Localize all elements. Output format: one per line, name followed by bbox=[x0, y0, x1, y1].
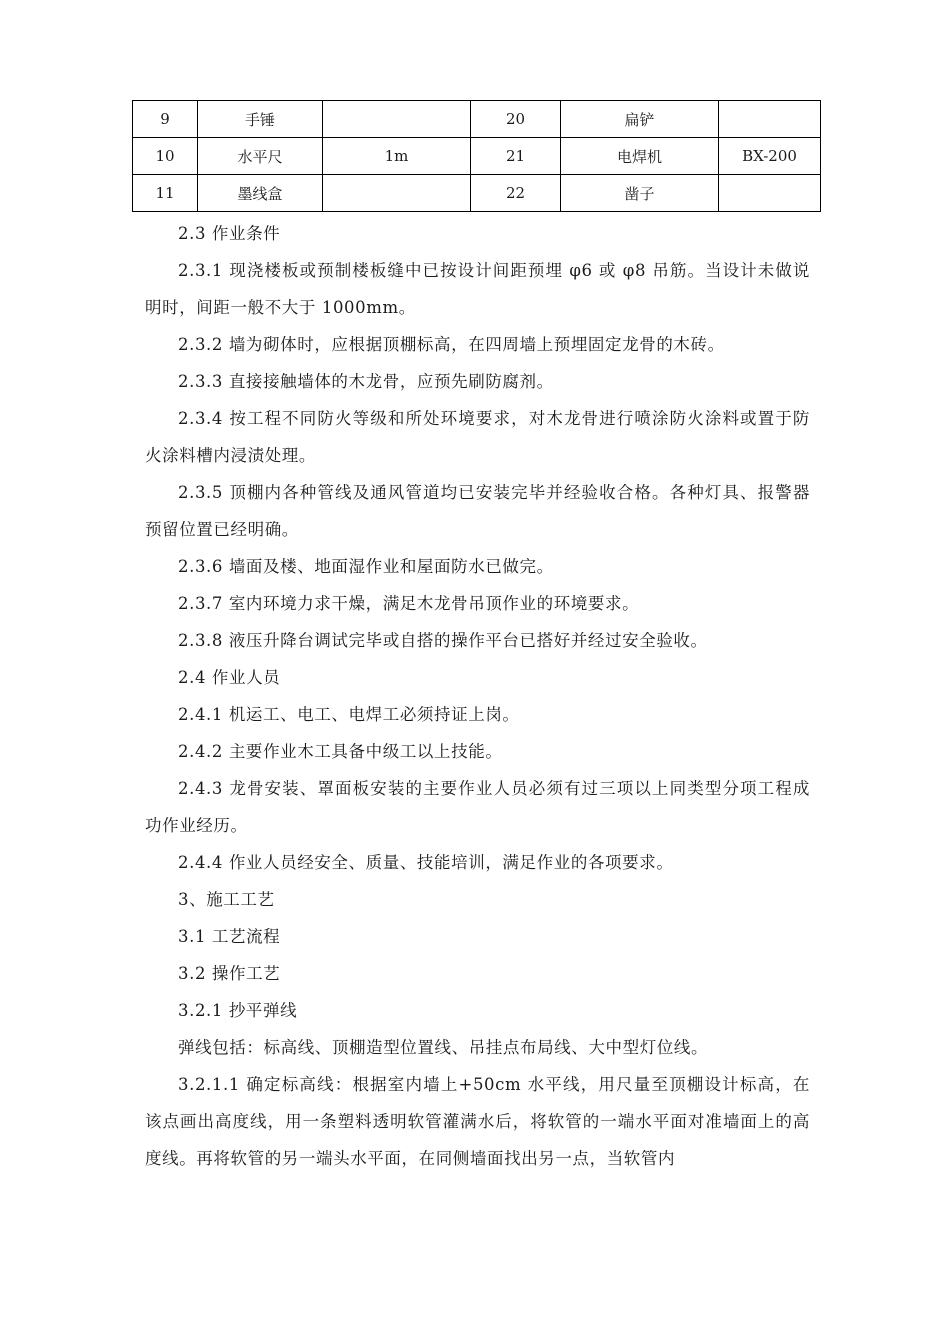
table-cell: 11 bbox=[133, 175, 198, 212]
paragraph: 2.4.3 龙骨安装、罩面板安装的主要作业人员必须有过三项以上同类型分项工程成功作业经历。 bbox=[145, 779, 810, 835]
section-heading: 3.1 工艺流程 bbox=[178, 927, 281, 946]
section-heading: 2.3 作业条件 bbox=[178, 224, 281, 243]
table-cell: 10 bbox=[133, 138, 198, 175]
paragraph: 2.4.1 机运工、电工、电焊工必须持证上岗。 bbox=[178, 705, 520, 724]
paragraph: 2.3.6 墙面及楼、地面湿作业和屋面防水已做完。 bbox=[178, 557, 554, 576]
table-cell: 22 bbox=[471, 175, 561, 212]
table-cell: 1m bbox=[323, 138, 471, 175]
table-cell: 电焊机 bbox=[561, 138, 719, 175]
section-heading: 3.2.1 抄平弹线 bbox=[178, 1001, 298, 1020]
paragraph: 2.3.4 按工程不同防火等级和所处环境要求，对木龙骨进行喷涂防火涂料或置于防火涂料槽内浸渍处理。 bbox=[145, 409, 810, 465]
table-cell: 凿子 bbox=[561, 175, 719, 212]
paragraph: 2.3.5 顶棚内各种管线及通风管道均已安装完毕并经验收合格。各种灯具、报警器预留位置已经明确。 bbox=[145, 483, 810, 539]
paragraph: 弹线包括：标高线、顶棚造型位置线、吊挂点布局线、大中型灯位线。 bbox=[178, 1038, 709, 1057]
table-row bbox=[133, 175, 821, 212]
paragraph: 2.3.1 现浇楼板或预制楼板缝中已按设计间距预埋 φ6 或 φ8 吊筋。当设计未做说明时，间距一般不大于 1000mm。 bbox=[145, 261, 810, 317]
table-cell: 水平尺 bbox=[198, 138, 323, 175]
paragraph: 2.3.2 墙为砌体时，应根据顶棚标高，在四周墙上预埋固定龙骨的木砖。 bbox=[178, 335, 725, 354]
table-cell bbox=[323, 175, 471, 212]
paragraph: 2.4.4 作业人员经安全、质量、技能培训，满足作业的各项要求。 bbox=[178, 853, 674, 872]
paragraph: 2.3.8 液压升降台调试完毕或自搭的操作平台已搭好并经过安全验收。 bbox=[178, 631, 708, 650]
section-heading: 3、施工工艺 bbox=[178, 890, 275, 909]
paragraph: 2.4.2 主要作业木工具备中级工以上技能。 bbox=[178, 742, 503, 761]
table-cell bbox=[719, 101, 821, 138]
table-cell: BX-200 bbox=[719, 138, 821, 175]
paragraph: 3.2.1.1 确定标高线：根据室内墙上+50cm 水平线，用尺量至顶棚设计标高，在该点画出高度线，用一条塑料透明软管灌满水后，将软管的一端水平面对准墙面上的高度线。再将软管的另一端头水平面，在同侧墙面找出另一点，当软管内 bbox=[145, 1075, 810, 1168]
table-cell: 9 bbox=[133, 101, 198, 138]
section-heading: 2.4 作业人员 bbox=[178, 668, 281, 687]
section-heading: 3.2 操作工艺 bbox=[178, 964, 281, 983]
table-row bbox=[133, 138, 821, 175]
table-cell: 21 bbox=[471, 138, 561, 175]
tools-table bbox=[132, 100, 821, 212]
document-body bbox=[145, 215, 810, 1177]
paragraph: 2.3.3 直接接触墙体的木龙骨，应预先刷防腐剂。 bbox=[178, 372, 554, 391]
table-cell: 扁铲 bbox=[561, 101, 719, 138]
table-cell bbox=[323, 101, 471, 138]
table-cell: 20 bbox=[471, 101, 561, 138]
table-row bbox=[133, 101, 821, 138]
table-cell: 墨线盒 bbox=[198, 175, 323, 212]
paragraph: 2.3.7 室内环境力求干燥，满足木龙骨吊顶作业的环境要求。 bbox=[178, 594, 640, 613]
table-cell bbox=[719, 175, 821, 212]
table-cell: 手锤 bbox=[198, 101, 323, 138]
